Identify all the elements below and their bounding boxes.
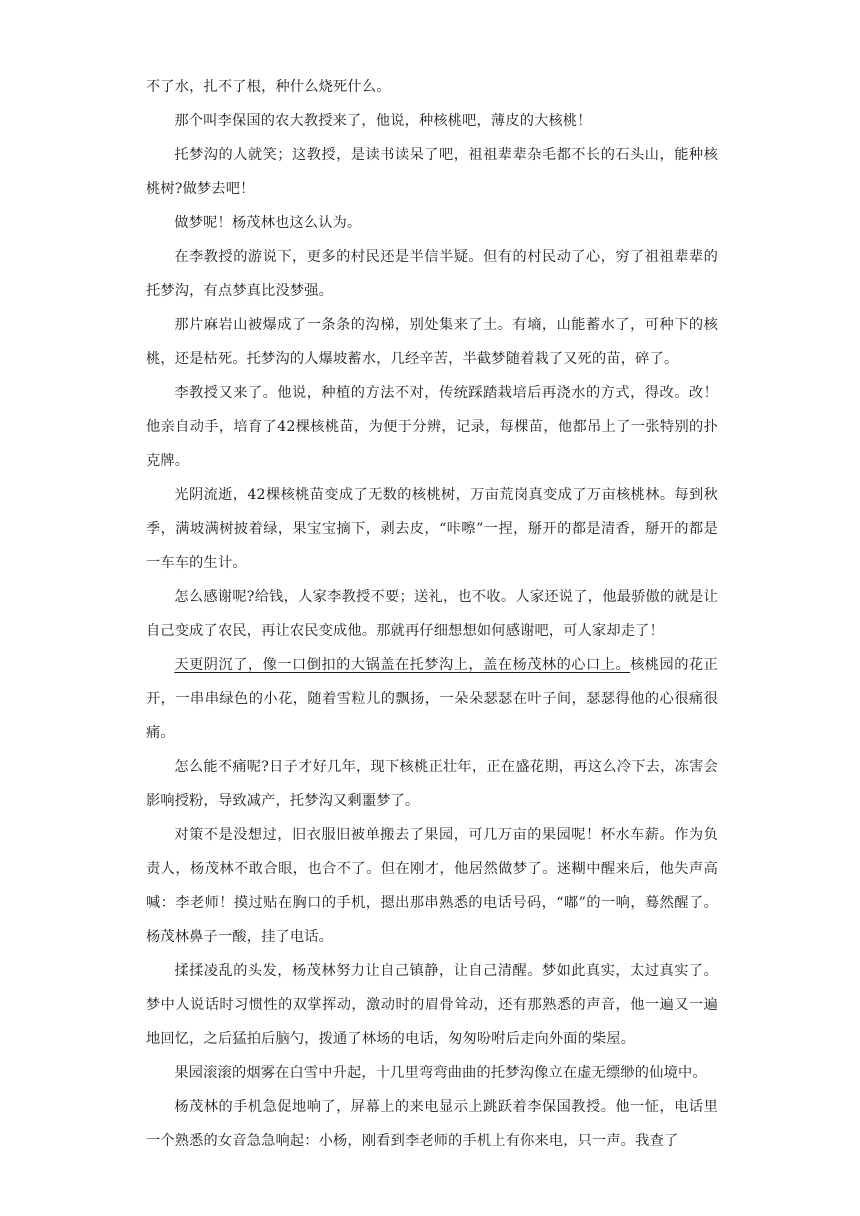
paragraph-10-rest: 核桃园的花正开，一串串绿色的小花，随着雪粒儿的飘扬，一朵朵瑟瑟在叶子间，瑟瑟得他的心很痛很痛。 bbox=[146, 657, 718, 741]
paragraph-8: 光阴流逝，42棵核桃苗变成了无数的核桃树，万亩荒岗真变成了万亩核桃林。每到秋季，满坡满树披着绿，果宝宝摘下，剥去皮，“咔嚓”一捏，掰开的都是清香，掰开的都是一车车的生计。 bbox=[146, 487, 718, 571]
paragraph-1: 不了水，扎不了根，种什么烧死什么。 bbox=[146, 79, 391, 95]
underlined-sentence: 天更阴沉了，像一口倒扣的大锅盖在托梦沟上，盖在杨茂林的心口上。 bbox=[174, 657, 631, 673]
paragraph-13: 揉揉凌乱的头发，杨茂林努力让自己镇静，让自己清醒。梦如此真实，太过真实了。梦中人说话时习惯性的双掌挥动，激动时的眉骨耸动，还有那熟悉的声音，他一遍又一遍地回忆，之后猛拍后脑勺，拨通了林场的电话，匆匆吩咐后走向外面的柴屋。 bbox=[146, 963, 718, 1047]
document-page bbox=[146, 70, 718, 1158]
paragraph-5: 在李教授的游说下，更多的村民还是半信半疑。但有的村民动了心，穷了祖祖辈辈的托梦沟，有点梦真比没梦强。 bbox=[146, 249, 718, 299]
paragraph-3: 托梦沟的人就笑；这教授，是读书读呆了吧，祖祖辈辈杂毛都不长的石头山，能种核桃树?做梦去吧！ bbox=[146, 147, 718, 197]
paragraph-15: 杨茂林的手机急促地响了，屏幕上的来电显示上跳跃着李保国教授。他一怔，电话里一个熟悉的女音急急响起：小杨，刚看到李老师的手机上有你来电，只一声。我查了 bbox=[146, 1099, 718, 1149]
paragraph-2: 那个叫李保国的农大教授来了，他说，种核桃吧，薄皮的大核桃！ bbox=[174, 113, 592, 129]
paragraph-14: 果园滚滚的烟雾在白雪中升起，十几里弯弯曲曲的托梦沟像立在虚无缥缈的仙境中。 bbox=[174, 1065, 707, 1081]
paragraph-9: 怎么感谢呢?给钱，人家李教授不要；送礼，也不收。人家还说了，他最骄傲的就是让自己变成了农民，再让农民变成他。那就再仔细想想如何感谢吧，可人家却走了！ bbox=[146, 589, 718, 639]
paragraph-11: 怎么能不痛呢?日子才好几年，现下核桃正壮年，正在盛花期，再这么冷下去，冻害会影响授粉，导致减产，托梦沟又剩噩梦了。 bbox=[146, 759, 718, 809]
paragraph-12: 对策不是没想过，旧衣服旧被单搬去了果园，可几万亩的果园呢！杯水车薪。作为负责人，杨茂林不敢合眼，也合不了。但在刚才，他居然做梦了。迷糊中醒来后，他失声高喊：李老师！摸过贴在胸口的手机，摁出那串熟悉的电话号码，“嘟”的一响，蓦然醒了。杨茂林鼻子一酸，挂了电话。 bbox=[146, 827, 718, 945]
paragraph-6: 那片麻岩山被爆成了一条条的沟梯，别处集来了土。有墒，山能蓄水了，可种下的核桃，还是枯死。托梦沟的人爆坡蓄水，几经辛苦，半截梦随着栽了又死的苗，碎了。 bbox=[146, 317, 718, 367]
paragraph-10 bbox=[146, 648, 718, 750]
paragraph-4: 做梦呢！杨茂林也这么认为。 bbox=[174, 215, 362, 231]
paragraph-7: 李教授又来了。他说，种植的方法不对，传统踩踏栽培后再浇水的方式，得改。改！他亲自动手，培育了42棵核桃苗，为便于分辨，记录，每棵苗，他都吊上了一张特别的扑克牌。 bbox=[146, 385, 718, 469]
